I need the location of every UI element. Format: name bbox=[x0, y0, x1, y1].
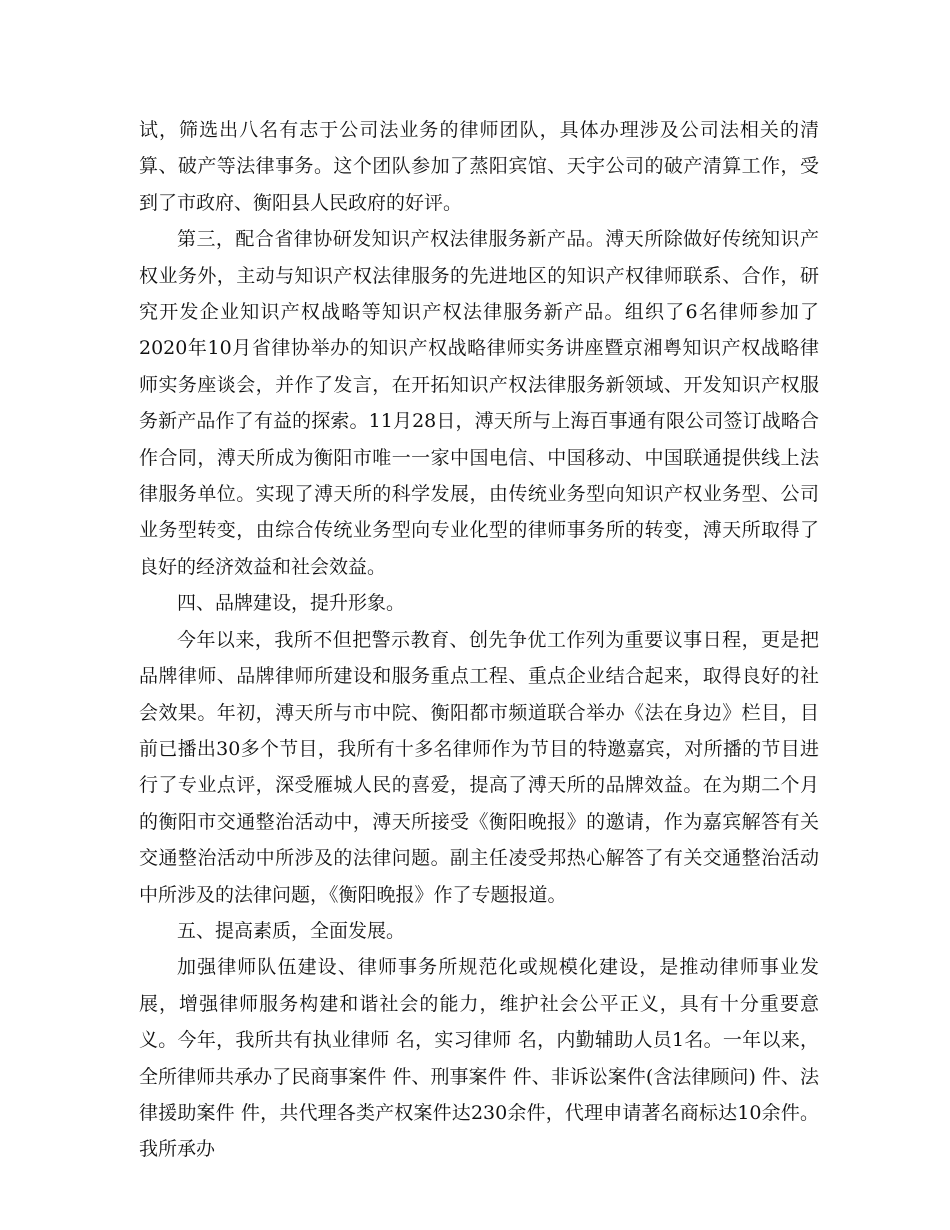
paragraph-quality: 加强律师队伍建设、律师事务所规范化或规模化建设，是推动律师事业发展，增强律师服务构建和谐社会的能力，维护社会公平正义，具有十分重要意义。今年，我所共有执业律师 名，实习律师 名，内勤辅助人员1名。一年以来，全所律师共承办了民商事案件 件、刑事案件 件、非诉讼案件(含法律顾问) 件、法律援助案件 件，共代理各类产权案件达230余件，代理申请著名商标达10余件。我所承办 bbox=[139, 956, 819, 1161]
paragraph-brand: 今年以来，我所不但把警示教育、创先争优工作列为重要议事日程，更是把品牌律师、品牌律师所建设和服务重点工程、重点企业结合起来，取得良好的社会效果。年初，溥天所与市中院、衡阳都市频道联合举办《法在身边》栏目，目前已播出30多个节目，我所有十多名律师作为节目的特邀嘉宾，对所播的节目进行了专业点评，深受雁城人民的喜爱，提高了溥天所的品牌效益。在为期二个月的衡阳市交通整治活动中，溥天所接受《衡阳晚报》的邀请，作为嘉宾解答有关交通整治活动中所涉及的法律问题。副主任凌受邦热心解答了有关交通整治活动中所涉及的法律问题，《衡阳晚报》作了专题报道。 bbox=[139, 628, 819, 906]
paragraph-ip-services: 第三，配合省律协研发知识产权法律服务新产品。溥天所除做好传统知识产权业务外，主动与知识产权法律服务的先进地区的知识产权律师联系、合作，研究开发企业知识产权战略等知识产权法律服务新产品。组织了6名律师参加了2020年10月省律协举办的知识产权战略律师实务讲座暨京湘粤知识产权战略律师实务座谈会，并作了发言，在开拓知识产权法律服务新领域、开发知识产权服务新产品作了有益的探索。11月28日，溥天所与上海百事通有限公司签订战略合作合同，溥天所成为衡阳市唯一一家中国电信、中国移动、中国联通提供线上法律服务单位。实现了溥天所的科学发展，由传统业务型向知识产权业务型、公司业务型转变，由综合传统业务型向专业化型的律师事务所的转变，溥天所取得了良好的经济效益和社会效益。 bbox=[139, 228, 819, 578]
section-heading-brand: 四、品牌建设，提升形象。 bbox=[177, 592, 406, 615]
paragraph-continuation: 试，筛选出八名有志于公司法业务的律师团队，具体办理涉及公司法相关的清算、破产等法律事务。这个团队参加了蒸阳宾馆、天宇公司的破产清算工作，受到了市政府、衡阳县人民政府的好评。 bbox=[139, 119, 819, 214]
section-heading-quality: 五、提高素质，全面发展。 bbox=[177, 919, 406, 942]
document-body bbox=[139, 112, 819, 1168]
